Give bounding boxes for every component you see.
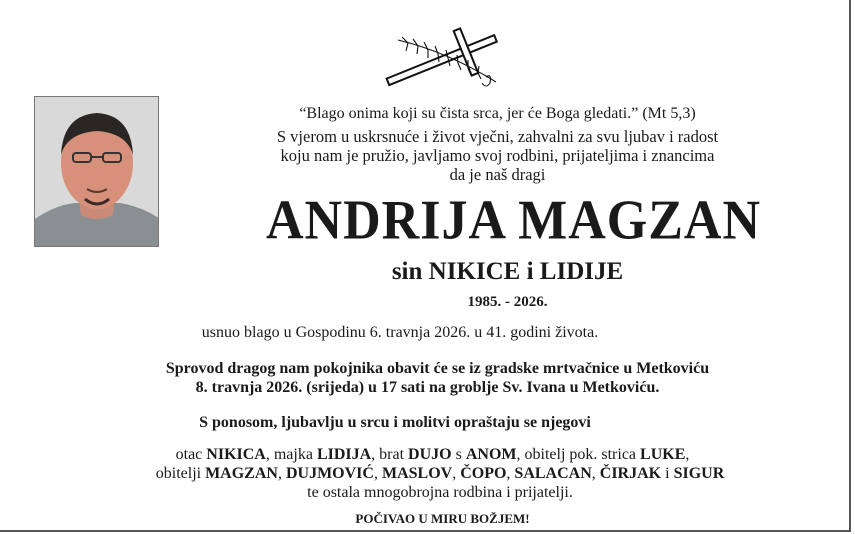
family-text: s xyxy=(451,446,466,463)
funeral-line-1: Sprovod dragog nam pokojnika obavit će se iz gradske mrtvačnice u Metkoviću xyxy=(165,360,710,377)
family-text: otac xyxy=(175,446,207,463)
farewell-line: S ponosom, ljubavlju u srcu i molitvi opraštaju se njegovi xyxy=(199,414,591,431)
family-text: , xyxy=(591,465,600,482)
family-line-2 xyxy=(0,465,855,483)
family-name: SIGUR xyxy=(673,465,725,482)
family-text: , brat xyxy=(371,446,409,463)
family-text: , xyxy=(685,446,690,463)
family-text: , xyxy=(277,465,286,482)
funeral-line-2: 8. travnja 2026. (srijeda) u 17 sati na groblje Sv. Ivana u Metkoviću. xyxy=(195,379,660,396)
intro-line-2: koju nam je pružio, javljamo svoj rodbini, prijateljima i znancima xyxy=(280,146,715,165)
family-name: ANOM xyxy=(465,446,517,463)
family-text: , xyxy=(373,465,382,482)
intro-line-3: da je naš dragi xyxy=(449,165,546,184)
family-text: , xyxy=(506,465,515,482)
death-line: usnuo blago u Gospodinu 6. travnja 2026. u 41. godini života. xyxy=(201,324,599,341)
family-text: , majka xyxy=(265,446,317,463)
parents-line: sin NIKICE i LIDIJE xyxy=(391,258,624,285)
closing-line: POČIVAO U MIRU BOŽJEM! xyxy=(355,511,530,526)
family-name: DUJO xyxy=(408,446,452,463)
family-name: SALACAN xyxy=(514,465,592,482)
family-name: ČIRJAK xyxy=(599,465,662,482)
family-text: obitelji xyxy=(155,465,206,482)
family-name: LIDIJA xyxy=(316,446,372,463)
family-line-1 xyxy=(0,446,855,464)
family-name: MAGZAN xyxy=(205,465,278,482)
family-text: , obitelj pok. strica xyxy=(516,446,641,463)
family-name: ČOPO xyxy=(460,465,507,482)
cross-with-palm-icon xyxy=(378,22,508,94)
family-name: LUKE xyxy=(640,446,686,463)
life-years: 1985. - 2026. xyxy=(467,294,548,310)
family-text: , xyxy=(452,465,461,482)
deceased-name: ANDRIJA MAGZAN xyxy=(266,189,761,252)
family-line-3: te ostala mnogobrojna rodbina i prijatelji. xyxy=(307,484,573,501)
family-name: NIKICA xyxy=(206,446,266,463)
family-text: i xyxy=(661,465,674,482)
intro-line-1: S vjerom u uskrsnuće i život vječni, zahvalni za svu ljubav i radost xyxy=(276,127,719,146)
bible-quote: “Blago onima koji su čista srca, jer će Boga gledati.” (Mt 5,3) xyxy=(299,105,696,122)
family-name: DUJMOVIĆ xyxy=(285,465,374,482)
family-name: MASLOV xyxy=(381,465,453,482)
